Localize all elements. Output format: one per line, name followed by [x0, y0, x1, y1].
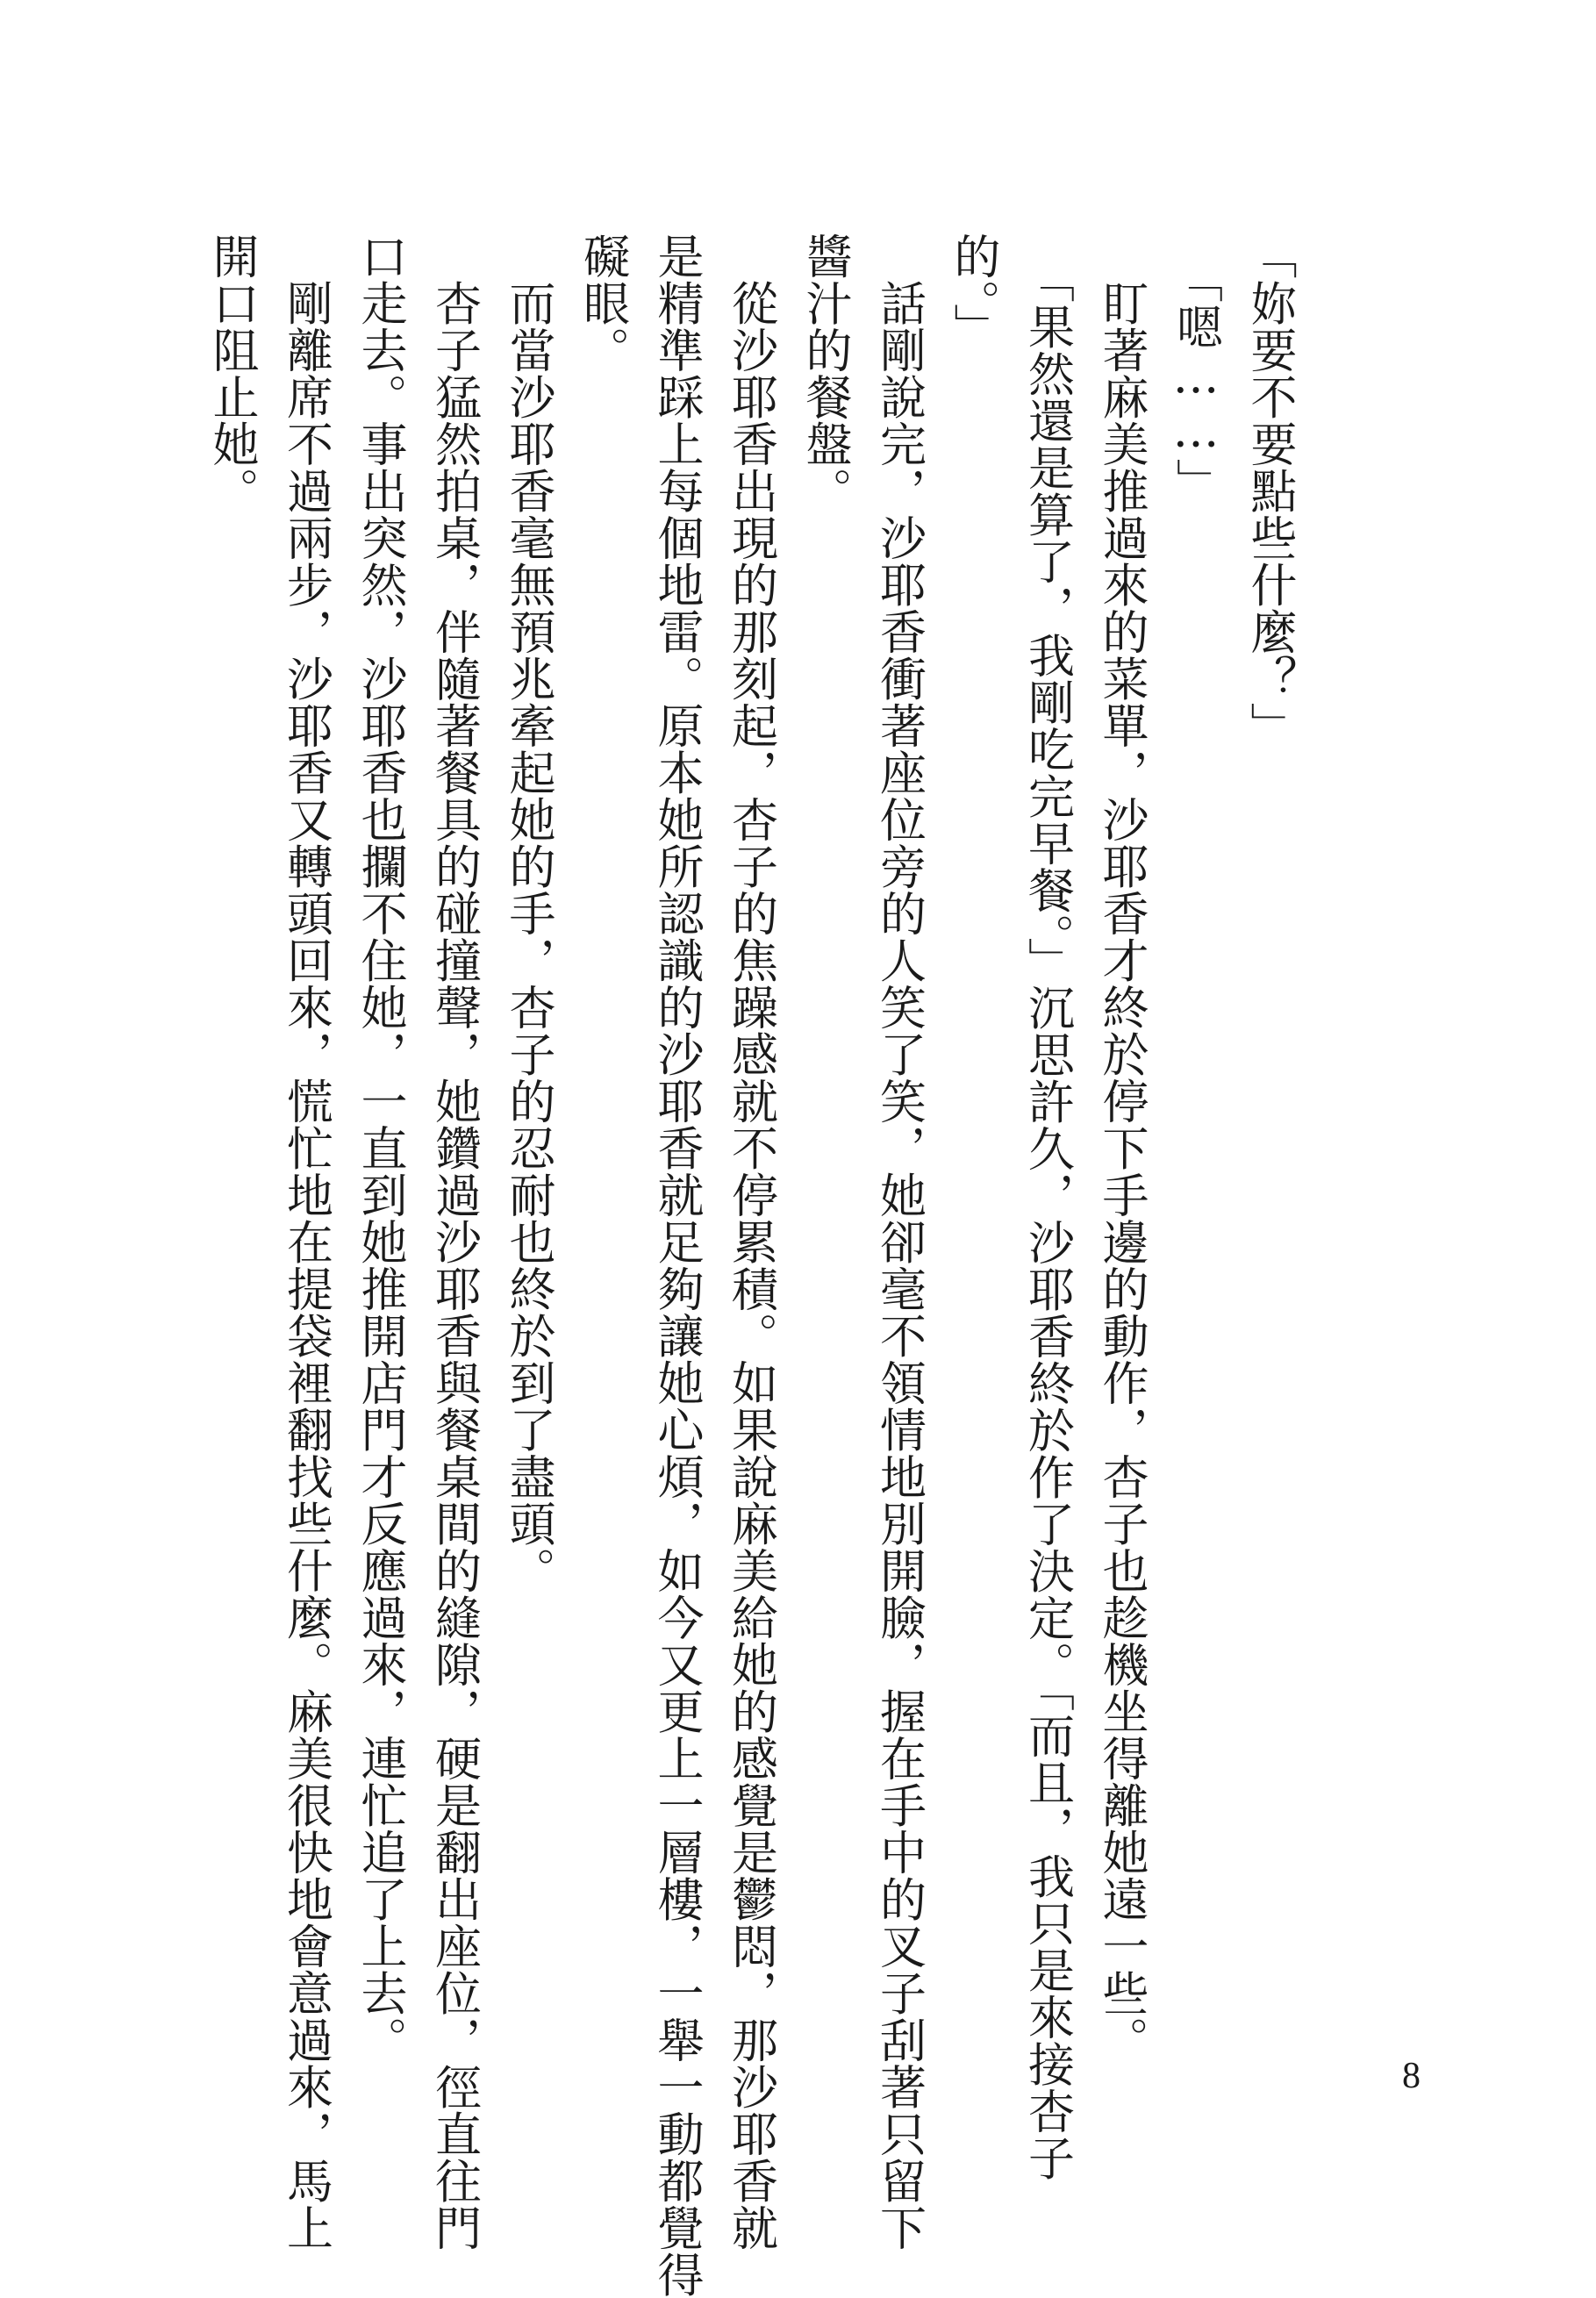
text-line: 是精準踩上每個地雷。原本她所認識的沙耶香就足夠讓她心煩，如今又更上一層樓，一舉一動都覺得	[650, 233, 704, 2298]
text-line: 話剛說完，沙耶香衝著座位旁的人笑了笑，她卻毫不領情地別開臉，握在手中的叉子刮著只留下	[872, 233, 927, 2251]
text-line: 開口阻止她。	[205, 233, 259, 514]
vertical-text-body	[195, 233, 1307, 2298]
text-line: 「嗯……」	[1169, 233, 1223, 505]
text-line: 的。」	[947, 233, 1000, 350]
text-line: 而當沙耶香毫無預兆牽起她的手，杏子的忍耐也終於到了盡頭。	[502, 233, 555, 1594]
text-line: 盯著麻美推過來的菜單，沙耶香才終於停下手邊的動作，杏子也趁機坐得離她遠一些。	[1095, 233, 1149, 2064]
text-line: 醬汁的餐盤。	[798, 233, 852, 514]
text-line: 口走去。事出突然，沙耶香也攔不住她，一直到她推開店門才反應過來，連忙追了上去。	[354, 233, 407, 2064]
text-line: 剛離席不過兩步，沙耶香又轉頭回來，慌忙地在提袋裡翻找些什麼。麻美很快地會意過來，馬上	[279, 233, 333, 2251]
page-number: 8	[1402, 2056, 1421, 2096]
text-line: 「妳要不要點些什麼？」	[1243, 233, 1297, 749]
text-line: 杏子猛然拍桌，伴隨著餐具的碰撞聲，她鑽過沙耶香與餐桌間的縫隙，硬是翻出座位，徑直往門	[427, 233, 482, 2251]
text-line: 「果然還是算了，我剛吃完早餐。」沉思許久，沙耶香終於作了決定。「而且，我只是來接杏子	[1020, 233, 1075, 2181]
text-line: 礙眼。	[576, 233, 630, 374]
text-line: 從沙耶香出現的那刻起，杏子的焦躁感就不停累積。如果說麻美給她的感覺是鬱悶，那沙耶香就	[724, 233, 778, 2251]
